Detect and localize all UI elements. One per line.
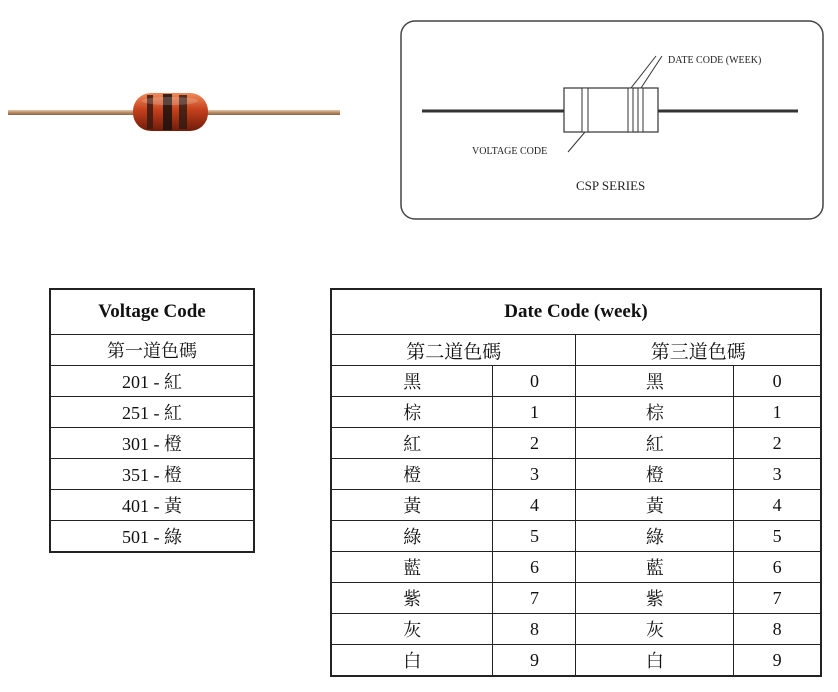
date-table-subheader-third-band: 第三道色碼	[576, 335, 821, 366]
color-cell: 灰	[576, 614, 734, 645]
voltage-code-band	[582, 88, 588, 132]
color-cell: 綠	[576, 521, 734, 552]
digit-cell: 8	[493, 614, 576, 645]
digit-cell: 9	[734, 645, 821, 677]
digit-cell: 6	[493, 552, 576, 583]
voltage-table-subheader: 第一道色碼	[50, 335, 254, 366]
date-code-band-1	[628, 88, 633, 132]
left-lead	[8, 110, 138, 115]
date-code-label: DATE CODE (WEEK)	[668, 55, 762, 66]
date-table-row	[331, 552, 821, 583]
digit-cell: 5	[734, 521, 821, 552]
color-cell: 紅	[331, 428, 493, 459]
color-cell: 灰	[331, 614, 493, 645]
right-lead	[205, 110, 340, 115]
color-cell: 紫	[576, 583, 734, 614]
diagram-body	[564, 88, 658, 132]
date-table-row	[331, 583, 821, 614]
date-table-row	[331, 614, 821, 645]
voltage-code-table	[49, 288, 255, 553]
voltage-row: 201 - 紅	[50, 366, 254, 397]
voltage-table-title: Voltage Code	[50, 289, 254, 335]
date-table-row	[331, 459, 821, 490]
digit-cell: 6	[734, 552, 821, 583]
color-cell: 黑	[576, 366, 734, 397]
color-cell: 黃	[331, 490, 493, 521]
digit-cell: 2	[493, 428, 576, 459]
color-cell: 藍	[576, 552, 734, 583]
digit-cell: 7	[734, 583, 821, 614]
voltage-row: 351 - 橙	[50, 459, 254, 490]
color-cell: 紅	[576, 428, 734, 459]
date-table-row	[331, 428, 821, 459]
date-table-row	[331, 366, 821, 397]
color-cell: 白	[576, 645, 734, 677]
voltage-row: 301 - 橙	[50, 428, 254, 459]
date-code-band-2	[638, 88, 643, 132]
color-cell: 黃	[576, 490, 734, 521]
color-cell: 棕	[576, 397, 734, 428]
color-cell: 黑	[331, 366, 493, 397]
voltage-row: 251 - 紅	[50, 397, 254, 428]
voltage-row: 501 - 綠	[50, 521, 254, 553]
digit-cell: 5	[493, 521, 576, 552]
digit-cell: 3	[734, 459, 821, 490]
digit-cell: 4	[734, 490, 821, 521]
date-table-row	[331, 397, 821, 428]
digit-cell: 1	[734, 397, 821, 428]
color-cell: 橙	[576, 459, 734, 490]
date-table-subheader-second-band: 第二道色碼	[331, 335, 576, 366]
digit-cell: 1	[493, 397, 576, 428]
digit-cell: 3	[493, 459, 576, 490]
voltage-code-label: VOLTAGE CODE	[472, 146, 548, 157]
date-table-row	[331, 490, 821, 521]
color-cell: 綠	[331, 521, 493, 552]
series-label: CSP SERIES	[576, 178, 646, 193]
color-cell: 棕	[331, 397, 493, 428]
digit-cell: 0	[734, 366, 821, 397]
date-table-row	[331, 521, 821, 552]
digit-cell: 9	[493, 645, 576, 677]
date-code-table	[330, 288, 822, 677]
color-cell: 白	[331, 645, 493, 677]
csp-series-diagram	[400, 20, 824, 220]
date-table-title: Date Code (week)	[331, 289, 821, 335]
voltage-row: 401 - 黃	[50, 490, 254, 521]
color-cell: 橙	[331, 459, 493, 490]
digit-cell: 4	[493, 490, 576, 521]
digit-cell: 7	[493, 583, 576, 614]
digit-cell: 2	[734, 428, 821, 459]
digit-cell: 8	[734, 614, 821, 645]
component-photo	[5, 85, 345, 145]
color-cell: 紫	[331, 583, 493, 614]
color-cell: 藍	[331, 552, 493, 583]
digit-cell: 0	[493, 366, 576, 397]
date-table-row	[331, 645, 821, 677]
